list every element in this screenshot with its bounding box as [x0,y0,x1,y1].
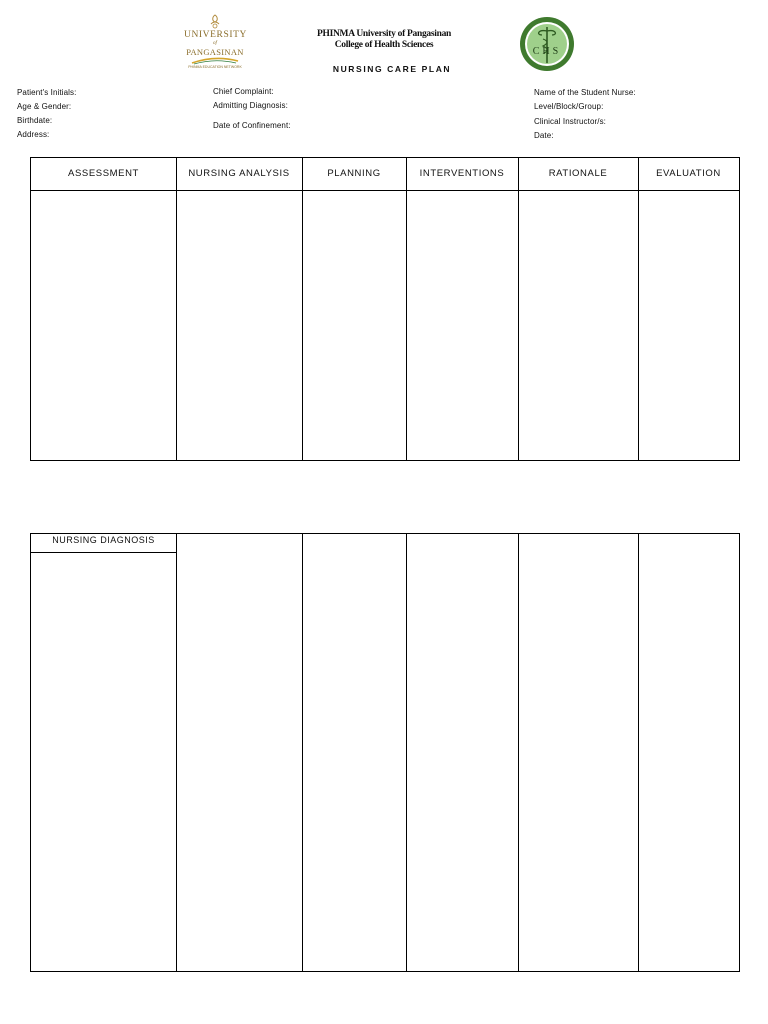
institution-name [284,29,484,51]
birthdate-label: Birthdate: [17,116,53,125]
address-label: Address: [17,130,50,139]
admitting-diagnosis-label: Admitting Diagnosis: [213,101,288,110]
document-title: NURSING CARE PLAN [332,64,452,74]
column-header-rationale: RATIONALE [548,168,608,179]
chs-seal-icon [518,15,576,73]
institution-line-1: PHINMA University of Pangasinan [317,29,451,39]
column-header-interventions: INTERVENTIONS [419,168,505,179]
nursing-diagnosis-table [30,533,740,972]
date-of-confinement-label: Date of Confinement: [213,121,291,130]
column-header-planning: PLANNING [327,168,381,179]
date-label: Date: [534,131,554,140]
header-divider [31,190,739,191]
column-divider [176,534,177,971]
column-divider [518,534,519,971]
institution-line-2: College of Health Sciences [334,40,434,50]
university-logo [184,14,246,68]
column-header-evaluation: EVALUATION [656,168,721,179]
chief-complaint-label: Chief Complaint: [213,87,274,96]
column-divider [176,158,177,460]
column-divider [302,534,303,971]
logo-university-text: UNIVERSITY [184,30,247,40]
clinical-instructor-label: Clinical Instructor/s: [534,117,606,126]
logo-tagline: PHINMA EDUCATION NETWORK [188,65,242,69]
student-nurse-label: Name of the Student Nurse: [534,88,636,97]
column-divider [406,534,407,971]
column-divider [406,158,407,460]
column-header-assessment: ASSESSMENT [68,168,139,179]
swoosh-icon [190,57,240,65]
patient-initials-label: Patient's Initials: [17,88,77,97]
column-divider [302,158,303,460]
nursing-diagnosis-label: NURSING DIAGNOSIS [31,534,176,553]
care-plan-table [30,157,740,461]
column-divider [638,158,639,460]
chs-seal-text: CHS [532,46,562,57]
level-block-group-label: Level/Block/Group: [534,102,604,111]
logo-of-text: of [213,41,217,46]
column-divider [518,158,519,460]
logo-pangasinan-text: PANGASINAN [186,47,244,57]
column-header-nursing-analysis: NURSING ANALYSIS [188,168,290,179]
column-divider [638,534,639,971]
crest-icon [208,14,222,30]
age-gender-label: Age & Gender: [17,102,72,111]
